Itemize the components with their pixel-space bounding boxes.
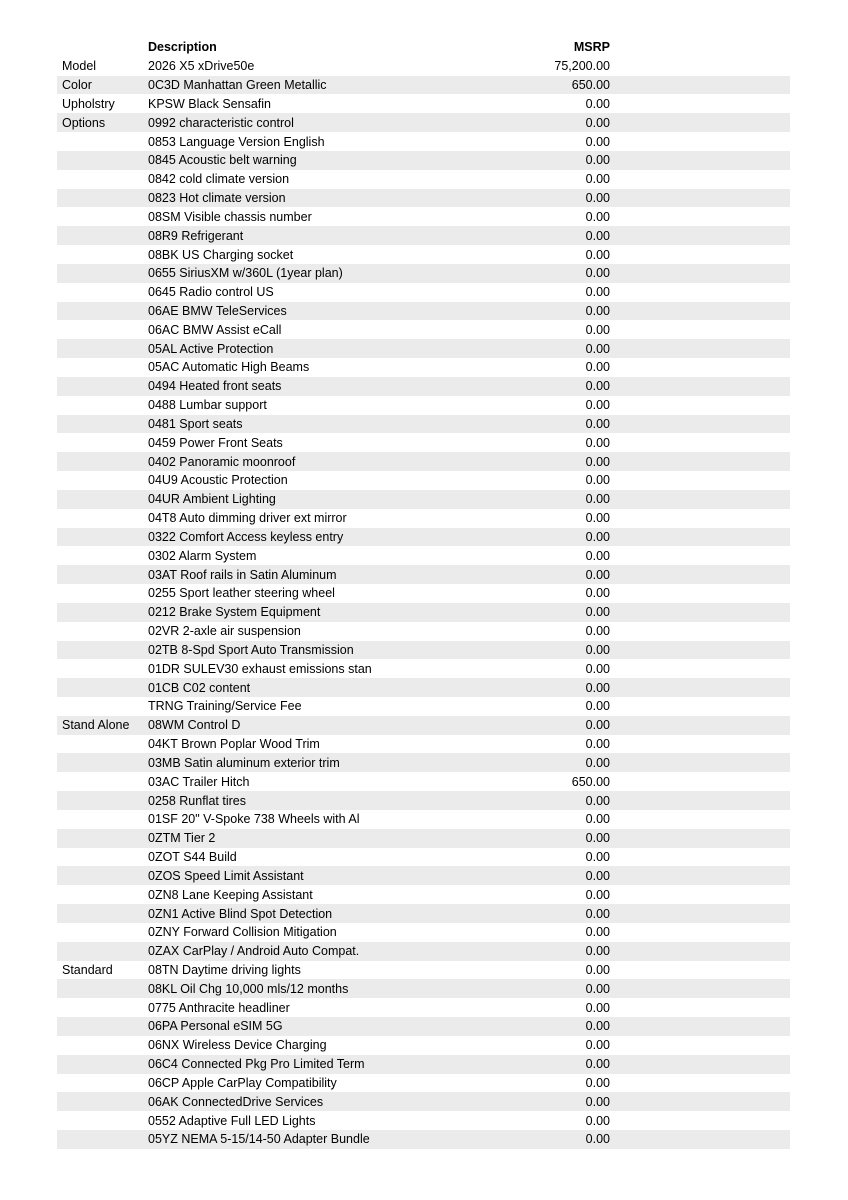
- table-row: [57, 810, 790, 829]
- description-cell: 0258 Runflat tires: [148, 793, 246, 808]
- msrp-cell: 0.00: [585, 1094, 610, 1109]
- description-cell: 03AT Roof rails in Satin Aluminum: [148, 567, 337, 582]
- description-cell: 06AE BMW TeleServices: [148, 304, 287, 318]
- table-row: [57, 923, 790, 942]
- table-row: [57, 396, 790, 415]
- table-row: [57, 245, 790, 264]
- filler-cell: [610, 603, 790, 622]
- table-row: [57, 490, 790, 509]
- msrp-cell: 0.00: [585, 906, 610, 921]
- category-cell: [57, 452, 148, 471]
- table-row: [57, 641, 790, 660]
- msrp-cell: 0.00: [585, 699, 610, 714]
- description-cell: 0823 Hot climate version: [148, 191, 286, 206]
- filler-cell: [610, 753, 790, 772]
- filler-cell: [610, 565, 790, 584]
- msrp-cell: 0.00: [585, 115, 610, 130]
- filler-cell: [610, 584, 790, 603]
- description-cell: 0ZTM Tier 2: [148, 831, 216, 846]
- filler-cell: [610, 57, 790, 76]
- description-cell: 05AL Active Protection: [148, 341, 274, 356]
- filler-cell: [610, 433, 790, 452]
- filler-cell: [610, 1036, 790, 1055]
- msrp-cell: 0.00: [585, 925, 610, 940]
- description-cell: 04UR Ambient Lighting: [148, 492, 276, 507]
- table-row: [57, 113, 790, 132]
- filler-cell: [610, 659, 790, 678]
- category-cell: [57, 641, 148, 660]
- description-cell: 06PA Personal eSIM 5G: [148, 1019, 283, 1034]
- category-cell: [57, 396, 148, 415]
- filler-cell: [610, 942, 790, 961]
- msrp-cell: 0.00: [585, 322, 610, 337]
- description-cell: 2026 X5 xDrive50e: [148, 59, 255, 74]
- table-body: [57, 57, 790, 1149]
- table-row: [57, 509, 790, 528]
- msrp-cell: 0.00: [585, 285, 610, 300]
- description-cell: 0655 SiriusXM w/360L (1year plan): [148, 266, 343, 281]
- category-cell: [57, 1036, 148, 1055]
- msrp-cell: 0.00: [585, 529, 610, 544]
- category-cell: [57, 810, 148, 829]
- filler-cell: [610, 998, 790, 1017]
- description-cell: 06AK ConnectedDrive Services: [148, 1094, 324, 1109]
- msrp-cell: 0.00: [585, 492, 610, 507]
- msrp-cell: 0.00: [585, 831, 610, 846]
- msrp-cell: 0.00: [585, 887, 610, 902]
- category-cell: [57, 866, 148, 885]
- table-row: [57, 1036, 790, 1055]
- msrp-cell: 0.00: [585, 868, 610, 883]
- filler-cell: [610, 207, 790, 226]
- msrp-cell: 0.00: [585, 454, 610, 469]
- table-row: [57, 603, 790, 622]
- table-row: [57, 94, 790, 113]
- filler-cell: [610, 226, 790, 245]
- category-cell: [57, 998, 148, 1017]
- msrp-cell: 0.00: [585, 172, 610, 187]
- description-cell: 0212 Brake System Equipment: [148, 605, 321, 620]
- description-cell: 04KT Brown Poplar Wood Trim: [148, 737, 320, 752]
- description-cell: 04U9 Acoustic Protection: [148, 473, 288, 488]
- table-row: [57, 358, 790, 377]
- category-cell: [57, 471, 148, 490]
- table-row: [57, 132, 790, 151]
- vehicle-options-table: [57, 38, 790, 1149]
- msrp-cell: 0.00: [585, 1019, 610, 1034]
- category-cell: [57, 377, 148, 396]
- msrp-cell: 0.00: [585, 944, 610, 959]
- msrp-cell: 0.00: [585, 341, 610, 356]
- table-row: [57, 151, 790, 170]
- description-cell: 0853 Language Version English: [148, 134, 325, 149]
- description-cell: 08BK US Charging socket: [148, 247, 294, 262]
- description-cell: 0ZOS Speed Limit Assistant: [148, 868, 304, 883]
- filler-cell: [610, 716, 790, 735]
- msrp-cell: 0.00: [585, 435, 610, 450]
- filler-cell: [610, 622, 790, 641]
- msrp-cell: 650.00: [571, 774, 610, 789]
- table-row: [57, 659, 790, 678]
- table-row: [57, 716, 790, 735]
- filler-cell: [610, 320, 790, 339]
- description-cell: 0322 Comfort Access keyless entry: [148, 529, 344, 544]
- category-cell: [57, 659, 148, 678]
- table-row: [57, 302, 790, 321]
- description-cell: 0459 Power Front Seats: [148, 435, 283, 450]
- filler-cell: [610, 245, 790, 264]
- category-cell: [57, 1055, 148, 1074]
- table-row: [57, 753, 790, 772]
- filler-cell: [610, 415, 790, 434]
- filler-cell: [610, 848, 790, 867]
- table-header-row: [57, 38, 790, 57]
- category-column-header: [57, 38, 148, 57]
- table-row: [57, 622, 790, 641]
- category-cell: [57, 170, 148, 189]
- category-cell: [57, 885, 148, 904]
- filler-column-header: [610, 38, 790, 57]
- table-row: [57, 377, 790, 396]
- msrp-cell: 0.00: [585, 737, 610, 752]
- category-cell: Options: [62, 115, 106, 130]
- category-cell: [57, 622, 148, 641]
- table-row: [57, 1111, 790, 1130]
- category-cell: [57, 339, 148, 358]
- table-row: [57, 207, 790, 226]
- description-cell: 0645 Radio control US: [148, 285, 274, 300]
- filler-cell: [610, 283, 790, 302]
- msrp-cell: 0.00: [585, 624, 610, 639]
- msrp-cell: 0.00: [585, 304, 610, 318]
- category-cell: Upholstry: [62, 96, 115, 111]
- filler-cell: [610, 979, 790, 998]
- msrp-cell: 0.00: [585, 1038, 610, 1053]
- category-cell: [57, 433, 148, 452]
- table-row: [57, 979, 790, 998]
- table-row: [57, 452, 790, 471]
- table-row: [57, 546, 790, 565]
- table-row: [57, 76, 790, 95]
- table-row: [57, 170, 790, 189]
- filler-cell: [610, 264, 790, 283]
- msrp-cell: 0.00: [585, 473, 610, 488]
- description-cell: 0488 Lumbar support: [148, 398, 267, 413]
- table-row: [57, 885, 790, 904]
- description-cell: 0C3D Manhattan Green Metallic: [148, 78, 327, 93]
- msrp-column-header: MSRP: [429, 38, 610, 57]
- msrp-cell: 0.00: [585, 642, 610, 657]
- msrp-cell: 0.00: [585, 398, 610, 413]
- category-cell: [57, 509, 148, 528]
- description-cell: 06NX Wireless Device Charging: [148, 1038, 327, 1053]
- filler-cell: [610, 546, 790, 565]
- description-cell: 01SF 20" V-Spoke 738 Wheels with Al: [148, 812, 360, 827]
- table-row: [57, 998, 790, 1017]
- category-cell: [57, 565, 148, 584]
- filler-cell: [610, 829, 790, 848]
- category-cell: [57, 283, 148, 302]
- table-row: [57, 848, 790, 867]
- description-cell: 06AC BMW Assist eCall: [148, 322, 282, 337]
- filler-cell: [610, 302, 790, 321]
- category-cell: [57, 1111, 148, 1130]
- filler-cell: [610, 1055, 790, 1074]
- filler-cell: [610, 509, 790, 528]
- msrp-cell: 0.00: [585, 548, 610, 563]
- msrp-cell: 0.00: [585, 379, 610, 394]
- category-cell: [57, 791, 148, 810]
- filler-cell: [610, 923, 790, 942]
- msrp-cell: 0.00: [585, 360, 610, 375]
- filler-cell: [610, 170, 790, 189]
- msrp-cell: 0.00: [585, 793, 610, 808]
- category-cell: [57, 490, 148, 509]
- msrp-cell: 0.00: [585, 1113, 610, 1128]
- description-cell: 0552 Adaptive Full LED Lights: [148, 1113, 316, 1128]
- msrp-cell: 0.00: [585, 680, 610, 695]
- table-row: [57, 415, 790, 434]
- filler-cell: [610, 904, 790, 923]
- filler-cell: [610, 94, 790, 113]
- table-row: [57, 904, 790, 923]
- category-cell: [57, 320, 148, 339]
- category-cell: [57, 772, 148, 791]
- msrp-cell: 0.00: [585, 153, 610, 168]
- table-row: [57, 791, 790, 810]
- category-cell: [57, 528, 148, 547]
- description-cell: 0494 Heated front seats: [148, 379, 282, 394]
- msrp-cell: 0.00: [585, 247, 610, 262]
- description-cell: 0ZNY Forward Collision Mitigation: [148, 925, 337, 940]
- category-cell: [57, 848, 148, 867]
- description-cell: 06CP Apple CarPlay Compatibility: [148, 1075, 337, 1090]
- msrp-cell: 0.00: [585, 1132, 610, 1147]
- category-cell: [57, 678, 148, 697]
- table-row: [57, 735, 790, 754]
- description-cell: 0ZN1 Active Blind Spot Detection: [148, 906, 333, 921]
- msrp-cell: 0.00: [585, 661, 610, 676]
- filler-cell: [610, 113, 790, 132]
- category-cell: [57, 1074, 148, 1093]
- description-cell: 04T8 Auto dimming driver ext mirror: [148, 511, 347, 526]
- filler-cell: [610, 1017, 790, 1036]
- description-cell: 0ZAX CarPlay / Android Auto Compat.: [148, 944, 360, 959]
- table-row: [57, 1130, 790, 1149]
- description-cell: 02VR 2-axle air suspension: [148, 624, 301, 639]
- msrp-cell: 650.00: [571, 78, 610, 93]
- description-cell: 0845 Acoustic belt warning: [148, 153, 297, 168]
- filler-cell: [610, 151, 790, 170]
- msrp-cell: 0.00: [585, 567, 610, 582]
- filler-cell: [610, 1092, 790, 1111]
- filler-cell: [610, 735, 790, 754]
- description-cell: TRNG Training/Service Fee: [148, 699, 302, 714]
- filler-cell: [610, 339, 790, 358]
- table-row: [57, 866, 790, 885]
- description-cell: 0775 Anthracite headliner: [148, 1000, 290, 1015]
- msrp-cell: 75,200.00: [554, 59, 610, 74]
- description-cell: 0ZOT S44 Build: [148, 850, 237, 865]
- filler-cell: [610, 1111, 790, 1130]
- table-row: [57, 678, 790, 697]
- filler-cell: [610, 1130, 790, 1149]
- msrp-cell: 0.00: [585, 1000, 610, 1015]
- category-cell: [57, 132, 148, 151]
- description-cell: 01DR SULEV30 exhaust emissions stan: [148, 661, 372, 676]
- description-cell: 02TB 8-Spd Sport Auto Transmission: [148, 642, 354, 657]
- category-cell: [57, 207, 148, 226]
- category-cell: [57, 904, 148, 923]
- table-row: [57, 942, 790, 961]
- category-cell: [57, 584, 148, 603]
- category-cell: [57, 264, 148, 283]
- filler-cell: [610, 132, 790, 151]
- table-row: [57, 697, 790, 716]
- table-row: [57, 961, 790, 980]
- filler-cell: [610, 810, 790, 829]
- table-row: [57, 189, 790, 208]
- table-row: [57, 339, 790, 358]
- description-cell: 08R9 Refrigerant: [148, 228, 244, 243]
- msrp-cell: 0.00: [585, 605, 610, 620]
- table-row: [57, 57, 790, 76]
- description-cell: 08WM Control D: [148, 718, 241, 733]
- table-row: [57, 471, 790, 490]
- table-row: [57, 829, 790, 848]
- table-row: [57, 584, 790, 603]
- msrp-cell: 0.00: [585, 511, 610, 526]
- msrp-cell: 0.00: [585, 416, 610, 431]
- description-cell: 08SM Visible chassis number: [148, 209, 312, 224]
- filler-cell: [610, 961, 790, 980]
- category-cell: [57, 245, 148, 264]
- table-row: [57, 1017, 790, 1036]
- msrp-cell: 0.00: [585, 209, 610, 224]
- category-cell: [57, 1130, 148, 1149]
- description-cell: 01CB C02 content: [148, 680, 251, 695]
- table-row: [57, 1092, 790, 1111]
- filler-cell: [610, 697, 790, 716]
- filler-cell: [610, 471, 790, 490]
- category-cell: [57, 546, 148, 565]
- category-cell: [57, 829, 148, 848]
- category-cell: [57, 358, 148, 377]
- vehicle-order-sheet: [57, 38, 790, 1149]
- filler-cell: [610, 885, 790, 904]
- description-cell: 0992 characteristic control: [148, 115, 294, 130]
- category-cell: [57, 1017, 148, 1036]
- category-cell: [57, 151, 148, 170]
- msrp-cell: 0.00: [585, 718, 610, 733]
- category-cell: [57, 415, 148, 434]
- filler-cell: [610, 641, 790, 660]
- msrp-cell: 0.00: [585, 586, 610, 601]
- table-row: [57, 1074, 790, 1093]
- table-row: [57, 264, 790, 283]
- msrp-cell: 0.00: [585, 755, 610, 770]
- category-cell: [57, 979, 148, 998]
- description-cell: 0302 Alarm System: [148, 548, 257, 563]
- description-cell: 03MB Satin aluminum exterior trim: [148, 755, 340, 770]
- description-cell: 08TN Daytime driving lights: [148, 962, 301, 977]
- category-cell: Model: [62, 59, 97, 74]
- filler-cell: [610, 678, 790, 697]
- category-cell: [57, 753, 148, 772]
- filler-cell: [610, 396, 790, 415]
- category-cell: [57, 189, 148, 208]
- description-cell: 08KL Oil Chg 10,000 mls/12 months: [148, 981, 349, 996]
- description-cell: 0842 cold climate version: [148, 172, 290, 187]
- description-cell: KPSW Black Sensafin: [148, 96, 271, 111]
- category-cell: [57, 923, 148, 942]
- filler-cell: [610, 1074, 790, 1093]
- msrp-cell: 0.00: [585, 228, 610, 243]
- filler-cell: [610, 189, 790, 208]
- filler-cell: [610, 358, 790, 377]
- msrp-cell: 0.00: [585, 850, 610, 865]
- description-cell: 06C4 Connected Pkg Pro Limited Term: [148, 1057, 365, 1072]
- description-cell: 0255 Sport leather steering wheel: [148, 586, 335, 601]
- description-cell: 0ZN8 Lane Keeping Assistant: [148, 887, 313, 902]
- msrp-cell: 0.00: [585, 191, 610, 206]
- category-cell: [57, 697, 148, 716]
- table-row: [57, 433, 790, 452]
- filler-cell: [610, 76, 790, 95]
- category-cell: [57, 1092, 148, 1111]
- filler-cell: [610, 772, 790, 791]
- description-cell: 03AC Trailer Hitch: [148, 774, 250, 789]
- category-cell: [57, 735, 148, 754]
- category-cell: [57, 302, 148, 321]
- filler-cell: [610, 490, 790, 509]
- table-row: [57, 565, 790, 584]
- description-cell: 05AC Automatic High Beams: [148, 360, 310, 375]
- description-cell: 05YZ NEMA 5-15/14-50 Adapter Bundle: [148, 1132, 370, 1147]
- msrp-cell: 0.00: [585, 266, 610, 281]
- category-cell: Standard: [62, 962, 113, 977]
- msrp-cell: 0.00: [585, 1075, 610, 1090]
- table-row: [57, 320, 790, 339]
- filler-cell: [610, 377, 790, 396]
- category-cell: [57, 226, 148, 245]
- msrp-cell: 0.00: [585, 96, 610, 111]
- description-cell: 0402 Panoramic moonroof: [148, 454, 296, 469]
- msrp-cell: 0.00: [585, 812, 610, 827]
- filler-cell: [610, 791, 790, 810]
- msrp-cell: 0.00: [585, 134, 610, 149]
- filler-cell: [610, 528, 790, 547]
- table-row: [57, 772, 790, 791]
- description-column-header: Description: [148, 38, 429, 57]
- filler-cell: [610, 866, 790, 885]
- filler-cell: [610, 452, 790, 471]
- msrp-cell: 0.00: [585, 981, 610, 996]
- table-row: [57, 528, 790, 547]
- msrp-cell: 0.00: [585, 1057, 610, 1072]
- description-cell: 0481 Sport seats: [148, 416, 243, 431]
- table-row: [57, 1055, 790, 1074]
- msrp-cell: 0.00: [585, 962, 610, 977]
- table-row: [57, 283, 790, 302]
- category-cell: [57, 942, 148, 961]
- category-cell: [57, 603, 148, 622]
- table-row: [57, 226, 790, 245]
- category-cell: Stand Alone: [62, 718, 130, 733]
- category-cell: Color: [62, 78, 92, 93]
